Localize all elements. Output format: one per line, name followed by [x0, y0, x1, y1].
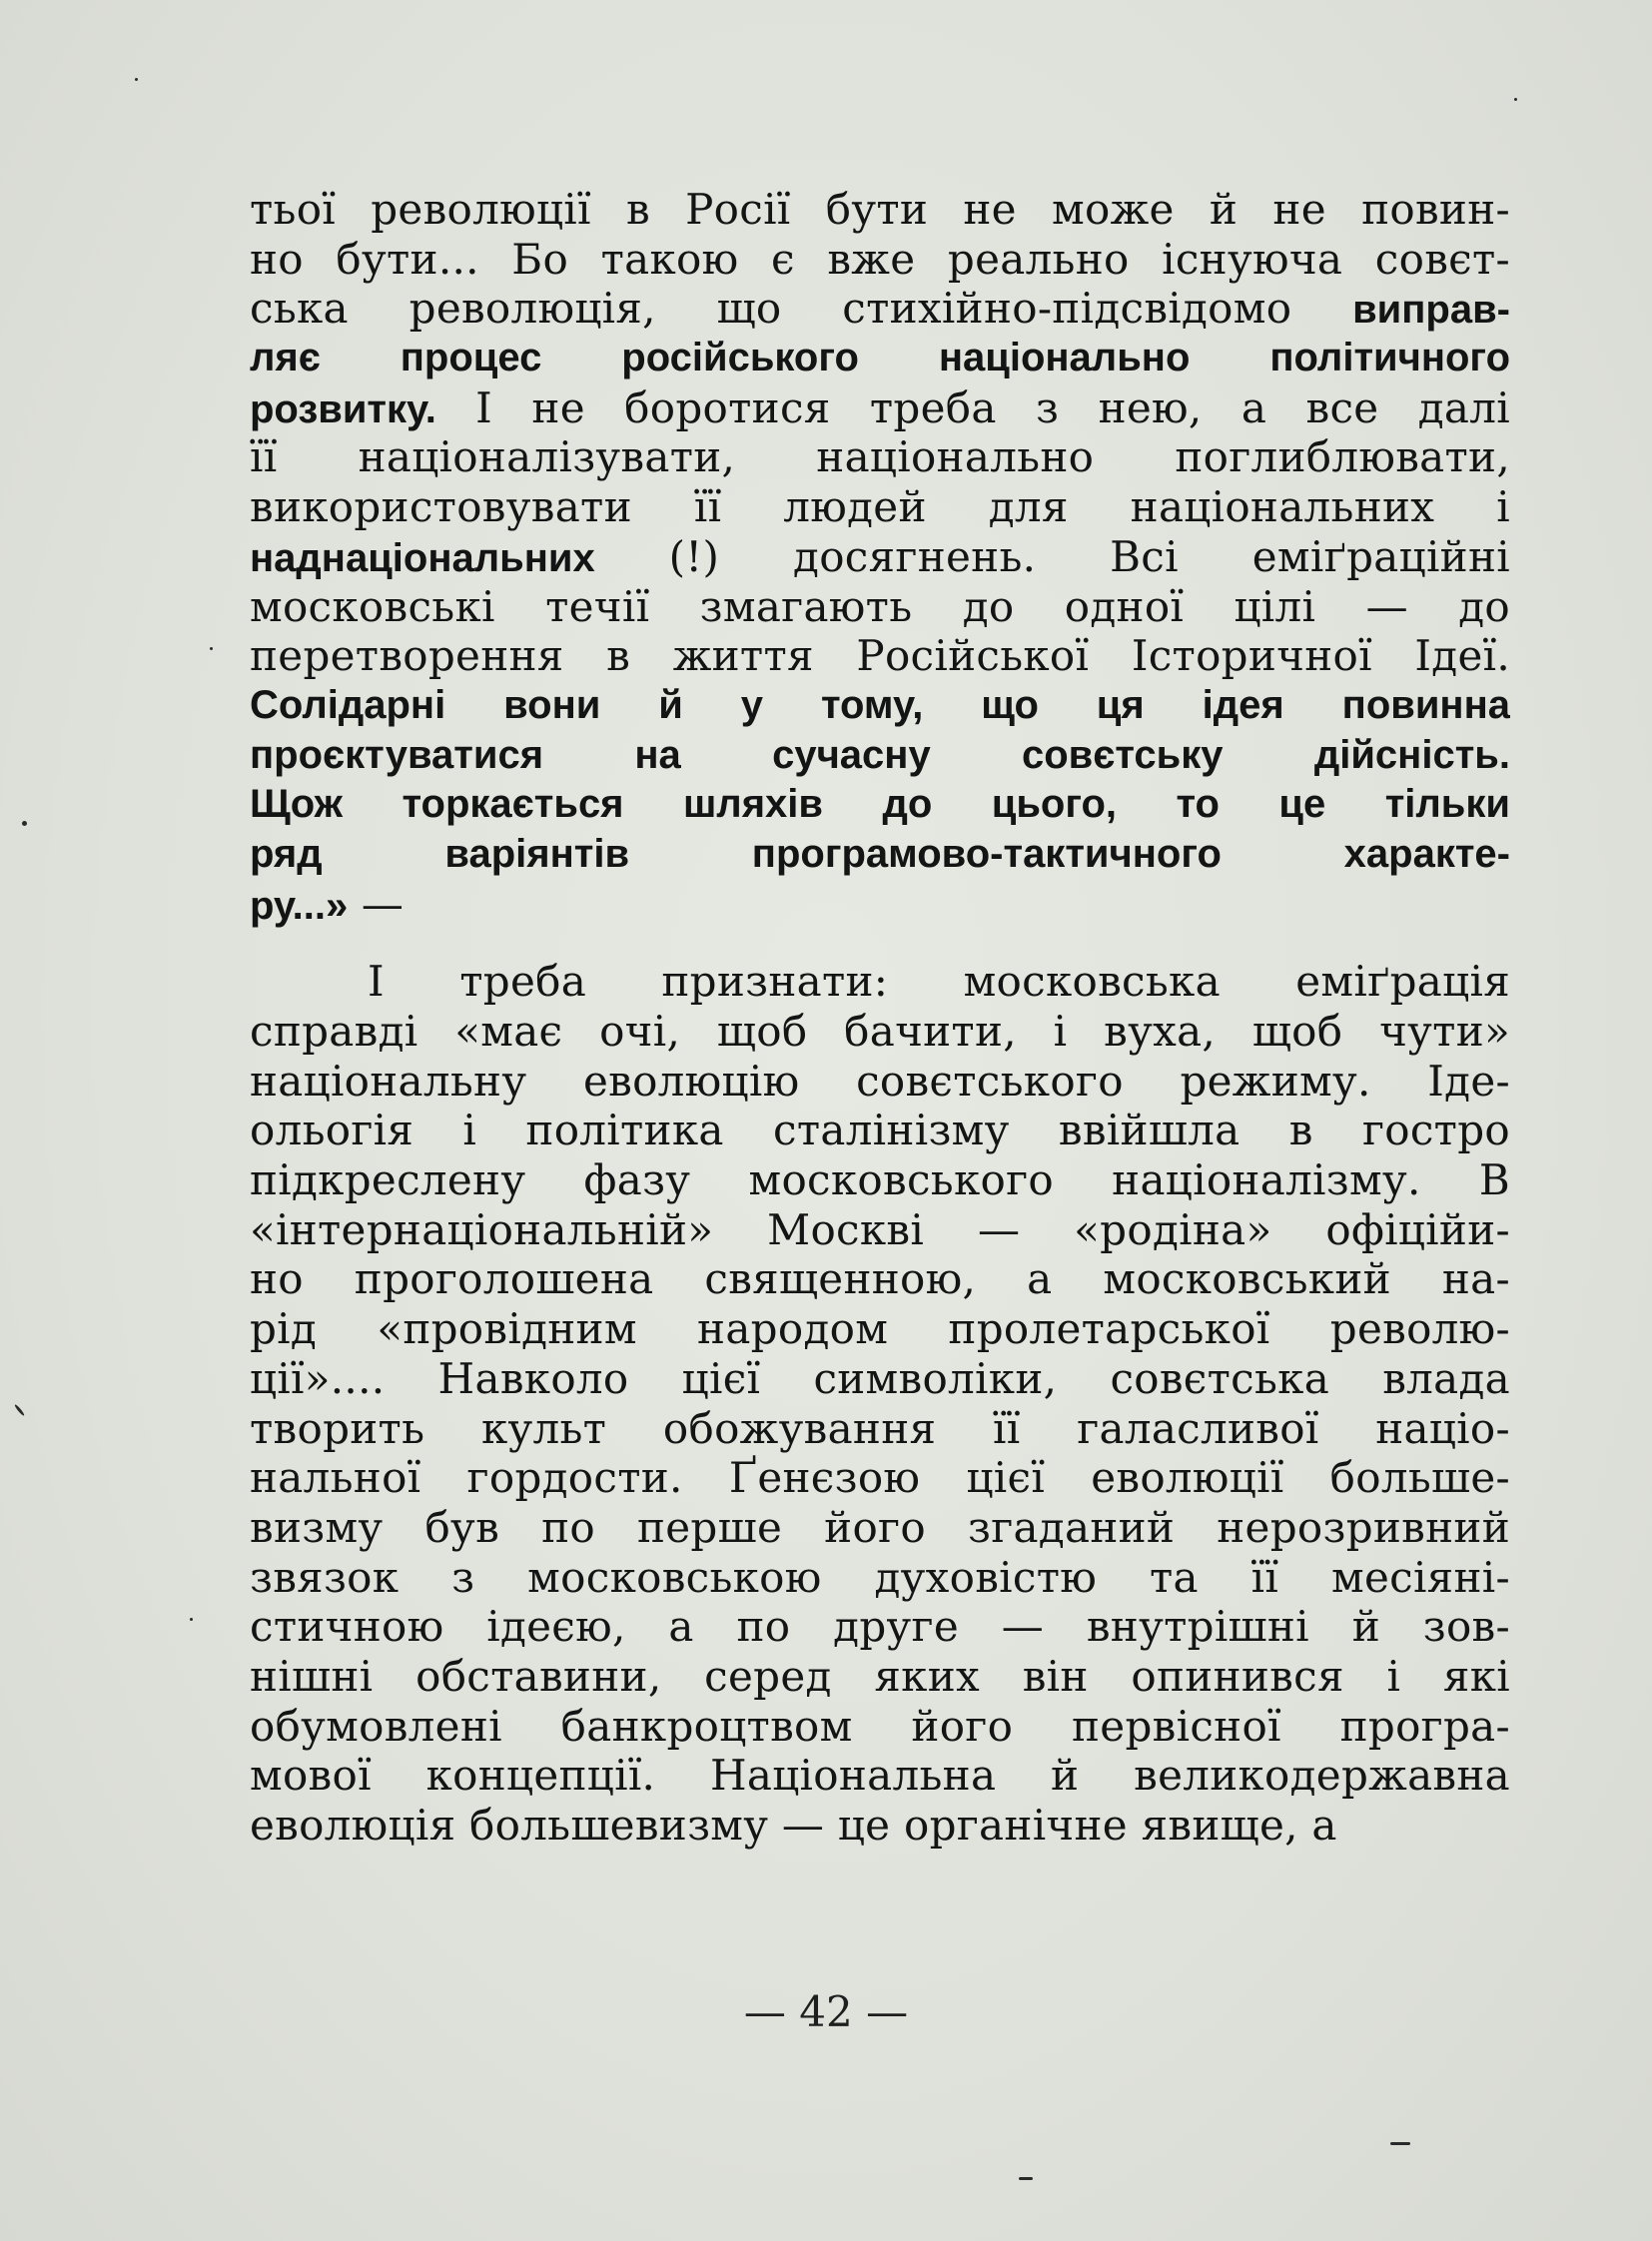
page-body-text — [250, 185, 1510, 1851]
scan-speck — [190, 1618, 193, 1621]
paragraph-gap — [250, 929, 1510, 957]
text-line — [250, 1503, 1510, 1553]
text-run: московські течії змагають до одної цілі — до — [250, 581, 1510, 631]
scan-speck — [14, 1404, 25, 1417]
text-line — [250, 681, 1510, 731]
text-run: використовувати її людей для національних і — [250, 482, 1510, 532]
text-run: ції».... Навколо цієї символіки, совєтська влада — [250, 1353, 1510, 1403]
text-run: національну еволюцію совєтського режиму. Іде- — [250, 1056, 1510, 1106]
text-run: перетворення в життя Російської Історичної Ідеї. — [250, 631, 1510, 681]
text-line — [250, 284, 1510, 334]
scan-speck — [210, 647, 213, 650]
text-run: — — [348, 879, 405, 929]
bold-text-run: наднаціональних — [250, 535, 595, 580]
text-run: ська революція, що стихійно-підсвідомо — [250, 284, 1353, 334]
text-run: нішні обставини, серед яких він опинився і які — [250, 1651, 1510, 1701]
text-line — [250, 582, 1510, 632]
text-run: творить культ обожування її галасливої націо- — [250, 1403, 1510, 1453]
text-line — [250, 532, 1510, 582]
text-run: справді «має очі, щоб бачити, і вуха, щоб чути» — [250, 1007, 1510, 1056]
bold-text-run: виправ- — [1352, 288, 1510, 333]
scan-speck — [1514, 98, 1517, 101]
text-run: (!) досягнень. Всі еміґраційні — [594, 531, 1510, 581]
text-line — [250, 780, 1510, 830]
bold-text-run: Щож торкається шляхів до цього, то це тільки — [250, 782, 1510, 827]
text-run: стичною ідеєю, а по друге — внутрішні й зов- — [250, 1602, 1510, 1652]
text-line — [250, 185, 1510, 235]
text-run: «інтернаціональній» Москві — «родіна» офіційи- — [250, 1204, 1510, 1254]
text-line — [250, 1553, 1510, 1603]
text-line — [250, 1602, 1510, 1652]
text-line — [250, 1801, 1510, 1851]
text-line — [250, 1057, 1510, 1107]
text-run: тьої революції в Росії бути не може й не повин- — [250, 185, 1510, 234]
text-run: нальної гордости. Ґенєзою цієї еволюції больше- — [250, 1453, 1510, 1503]
text-line — [250, 1254, 1510, 1304]
text-run: звязок з московською духовістю та її месіяні- — [250, 1552, 1510, 1602]
text-run: її націоналізувати, національно поглиблювати, — [250, 432, 1510, 482]
text-line — [250, 731, 1510, 781]
text-run: но бути... Бо такою є вже реально існуюча совєт- — [250, 234, 1510, 284]
text-run: ольогія і політика сталінізму ввійшла в гостро — [250, 1106, 1510, 1155]
bold-text-run: проєктуватися на сучасну совєтську дійсність. — [250, 732, 1510, 777]
text-line — [250, 631, 1510, 681]
text-run: обумовлені банкроцтвом його первісної програ- — [250, 1701, 1510, 1751]
bold-text-run: ляє процес російського національно політичного — [250, 336, 1510, 380]
text-line — [250, 1751, 1510, 1801]
bold-text-run: ру...» — [250, 883, 349, 928]
text-line — [250, 432, 1510, 482]
text-line — [250, 1652, 1510, 1702]
text-line — [250, 1007, 1510, 1057]
text-line — [250, 1453, 1510, 1503]
page-number: — 42 — — [743, 1987, 909, 2036]
text-line — [250, 1304, 1510, 1354]
text-run: підкреслену фазу московського націоналізму. В — [250, 1155, 1510, 1205]
text-line — [250, 1106, 1510, 1155]
bold-text-run: Солідарні вони й у тому, що ця ідея повинна — [250, 682, 1510, 727]
text-run: визму був по перше його згаданий нерозривний — [250, 1502, 1510, 1552]
scan-speck — [1019, 2177, 1033, 2180]
text-run: рід «провідним народом пролетарської револю- — [250, 1304, 1510, 1354]
text-line — [250, 830, 1510, 880]
text-line — [250, 482, 1510, 532]
scan-speck — [135, 78, 138, 81]
text-line — [250, 1155, 1510, 1205]
text-line — [250, 1354, 1510, 1404]
bold-text-run: розвитку. — [250, 386, 436, 431]
text-run: І треба признати: московська еміґрація — [368, 957, 1510, 1007]
text-line — [250, 880, 1510, 930]
text-line — [250, 1702, 1510, 1752]
scan-speck — [22, 821, 27, 826]
text-line — [250, 235, 1510, 285]
text-run: но проголошена священною, а московський на- — [250, 1254, 1510, 1304]
text-run: мової концепції. Національна й великодержавна — [250, 1751, 1510, 1801]
text-line — [250, 334, 1510, 383]
text-line — [250, 383, 1510, 433]
text-run: І не боротися треба з нею, а все далі — [435, 382, 1510, 432]
text-run: еволюція большевизму — це органічне явище, а — [250, 1801, 1337, 1850]
scan-speck — [1390, 2142, 1410, 2145]
bold-text-run: ряд варіянтів програмово-тактичного характе- — [250, 831, 1510, 876]
text-line — [250, 1404, 1510, 1454]
text-line — [250, 957, 1510, 1007]
text-line — [250, 1205, 1510, 1255]
